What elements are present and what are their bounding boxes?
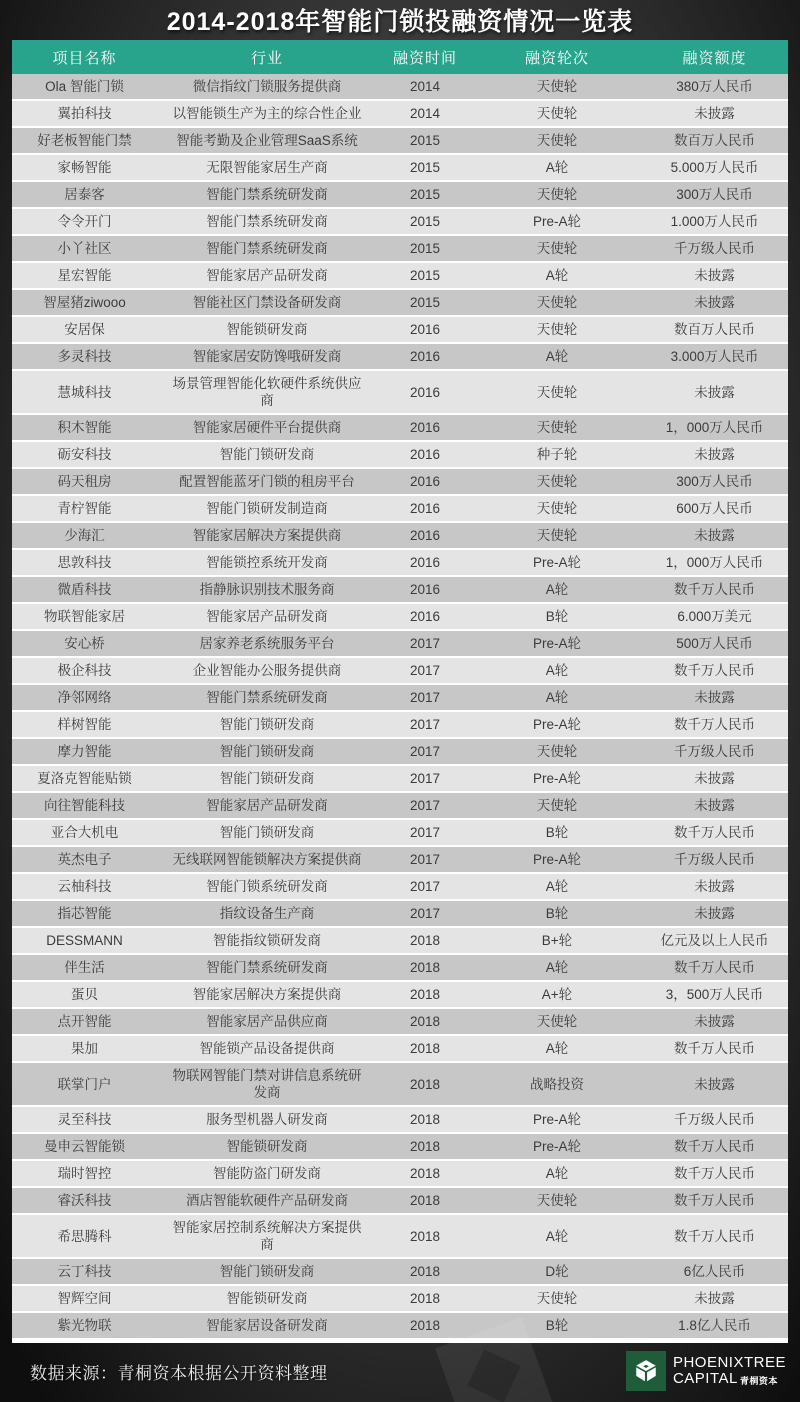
cell-financing-time: 2018: [377, 1187, 473, 1214]
cell-project-name: 家畅智能: [12, 154, 157, 181]
cell-project-name: 小丫社区: [12, 235, 157, 262]
cell-financing-time: 2018: [377, 1285, 473, 1312]
cell-financing-time: 2016: [377, 495, 473, 522]
cell-financing-time: 2018: [377, 981, 473, 1008]
table-row: [12, 74, 788, 100]
cell-financing-amount: 500万人民币: [641, 630, 788, 657]
cell-project-name: 净邻网络: [12, 684, 157, 711]
title-bar: [0, 0, 800, 40]
cell-financing-time: 2014: [377, 74, 473, 100]
cell-financing-round: A轮: [473, 262, 641, 289]
cell-project-name: 居泰客: [12, 181, 157, 208]
cell-financing-time: 2016: [377, 522, 473, 549]
cell-industry: 智能门禁系统研发商: [157, 181, 377, 208]
cell-financing-round: Pre-A轮: [473, 1133, 641, 1160]
cell-financing-round: A轮: [473, 343, 641, 370]
cell-industry: 智能指纹锁研发商: [157, 927, 377, 954]
cell-industry: 智能门锁研发商: [157, 441, 377, 468]
page-title: 2014-2018年智能门锁投融资情况一览表: [166, 8, 634, 36]
cell-financing-round: 天使轮: [473, 468, 641, 495]
cell-project-name: 码天租房: [12, 468, 157, 495]
cell-industry: 智能门锁研发商: [157, 738, 377, 765]
cell-financing-amount: 1，000万人民币: [641, 549, 788, 576]
cell-financing-time: 2016: [377, 370, 473, 414]
financing-table-container: [12, 40, 788, 1343]
cell-project-name: 星宏智能: [12, 262, 157, 289]
cell-financing-round: 战略投资: [473, 1062, 641, 1106]
cell-financing-round: B轮: [473, 900, 641, 927]
cell-financing-round: 天使轮: [473, 1187, 641, 1214]
table-row: [12, 765, 788, 792]
cell-financing-round: 天使轮: [473, 495, 641, 522]
table-row: [12, 576, 788, 603]
cell-financing-time: 2017: [377, 630, 473, 657]
cell-industry: 智能家居产品研发商: [157, 262, 377, 289]
cell-financing-round: Pre-A轮: [473, 549, 641, 576]
cell-financing-time: 2018: [377, 1106, 473, 1133]
cell-project-name: 英杰电子: [12, 846, 157, 873]
cell-financing-round: A轮: [473, 873, 641, 900]
cell-industry: 服务型机器人研发商: [157, 1106, 377, 1133]
cell-financing-amount: 未披露: [641, 441, 788, 468]
cell-financing-amount: 数千万人民币: [641, 1035, 788, 1062]
cell-financing-round: Pre-A轮: [473, 765, 641, 792]
cell-financing-amount: 1.000万人民币: [641, 208, 788, 235]
cell-industry: 智能家居解决方案提供商: [157, 522, 377, 549]
cell-financing-time: 2018: [377, 1133, 473, 1160]
cell-project-name: 智屋猪ziwooo: [12, 289, 157, 316]
cell-financing-time: 2015: [377, 127, 473, 154]
cell-financing-amount: 未披露: [641, 873, 788, 900]
table-row: [12, 738, 788, 765]
cell-industry: 无限智能家居生产商: [157, 154, 377, 181]
cell-industry: 智能家居产品研发商: [157, 792, 377, 819]
cell-financing-amount: 数千万人民币: [641, 1187, 788, 1214]
cell-financing-amount: 未披露: [641, 792, 788, 819]
cell-financing-round: Pre-A轮: [473, 711, 641, 738]
cell-industry: 智能防盗门研发商: [157, 1160, 377, 1187]
table-row: [12, 549, 788, 576]
cell-financing-time: 2016: [377, 441, 473, 468]
cell-industry: 智能社区门禁设备研发商: [157, 289, 377, 316]
cell-financing-amount: 6亿人民币: [641, 1258, 788, 1285]
table-row: [12, 981, 788, 1008]
cell-project-name: 样树智能: [12, 711, 157, 738]
cell-project-name: 少海汇: [12, 522, 157, 549]
cell-financing-time: 2018: [377, 1035, 473, 1062]
cell-project-name: 青柠智能: [12, 495, 157, 522]
table-row: [12, 343, 788, 370]
cell-financing-amount: 千万级人民币: [641, 846, 788, 873]
cell-project-name: 睿沃科技: [12, 1187, 157, 1214]
cell-project-name: 微盾科技: [12, 576, 157, 603]
cell-project-name: Ola 智能门锁: [12, 74, 157, 100]
cell-financing-time: 2017: [377, 792, 473, 819]
cell-project-name: 联掌门户: [12, 1062, 157, 1106]
cell-financing-time: 2017: [377, 819, 473, 846]
cell-project-name: 积木智能: [12, 414, 157, 441]
table-row: [12, 127, 788, 154]
cell-financing-time: 2017: [377, 684, 473, 711]
cell-financing-time: 2017: [377, 873, 473, 900]
cell-project-name: 灵至科技: [12, 1106, 157, 1133]
cell-financing-amount: 千万级人民币: [641, 738, 788, 765]
cell-project-name: DESSMANN: [12, 927, 157, 954]
cell-project-name: 瑞时智控: [12, 1160, 157, 1187]
table-row: [12, 441, 788, 468]
column-header: 行业: [157, 40, 377, 74]
cell-financing-amount: 数千万人民币: [641, 954, 788, 981]
cell-industry: 物联网智能门禁对讲信息系统研发商: [157, 1062, 377, 1106]
table-row: [12, 414, 788, 441]
cell-financing-time: 2018: [377, 927, 473, 954]
cell-industry: 场景管理智能化软硬件系统供应商: [157, 370, 377, 414]
cell-financing-amount: 数百万人民币: [641, 127, 788, 154]
cell-project-name: 伴生活: [12, 954, 157, 981]
cell-financing-amount: 未披露: [641, 684, 788, 711]
cell-project-name: 紫光物联: [12, 1312, 157, 1339]
cell-industry: 智能家居解决方案提供商: [157, 981, 377, 1008]
cell-financing-amount: 3，500万人民币: [641, 981, 788, 1008]
cell-financing-time: 2016: [377, 549, 473, 576]
logo-line2: [673, 1371, 786, 1388]
cell-financing-round: A轮: [473, 576, 641, 603]
table-row: [12, 495, 788, 522]
table-row: [12, 1258, 788, 1285]
cell-project-name: 令令开门: [12, 208, 157, 235]
table-row: [12, 873, 788, 900]
cell-industry: 智能门禁系统研发商: [157, 684, 377, 711]
cell-financing-amount: 3.000万人民币: [641, 343, 788, 370]
cell-financing-round: Pre-A轮: [473, 208, 641, 235]
table-header: [12, 40, 788, 74]
table-row: [12, 684, 788, 711]
table-body: [12, 74, 788, 1339]
table-row: [12, 846, 788, 873]
table-row: [12, 792, 788, 819]
cell-financing-round: A轮: [473, 684, 641, 711]
cell-project-name: 云柚科技: [12, 873, 157, 900]
cell-financing-time: 2016: [377, 576, 473, 603]
table-row: [12, 522, 788, 549]
logo-cn-label: 青桐资本: [739, 1375, 778, 1386]
phoenixtree-logo: [626, 1351, 786, 1391]
cell-financing-time: 2015: [377, 262, 473, 289]
cell-financing-amount: 千万级人民币: [641, 235, 788, 262]
cell-industry: 智能门锁研发制造商: [157, 495, 377, 522]
cell-project-name: 安居保: [12, 316, 157, 343]
cell-financing-time: 2017: [377, 738, 473, 765]
table-row: [12, 900, 788, 927]
cell-financing-round: 天使轮: [473, 289, 641, 316]
table-row: [12, 289, 788, 316]
cell-financing-amount: 数千万人民币: [641, 1133, 788, 1160]
logo-line2-main: CAPITAL: [672, 1370, 738, 1387]
cell-financing-time: 2015: [377, 235, 473, 262]
cell-financing-round: B轮: [473, 1312, 641, 1339]
cell-project-name: 夏洛克智能贴锁: [12, 765, 157, 792]
cell-financing-round: Pre-A轮: [473, 846, 641, 873]
cell-financing-time: 2017: [377, 711, 473, 738]
table-row: [12, 954, 788, 981]
table-row: [12, 1214, 788, 1258]
cell-financing-amount: 千万级人民币: [641, 1106, 788, 1133]
table-row: [12, 235, 788, 262]
cell-project-name: 极企科技: [12, 657, 157, 684]
cell-project-name: 曼申云智能锁: [12, 1133, 157, 1160]
logo-line1: PHOENIXTREE: [672, 1353, 786, 1371]
cell-financing-amount: 未披露: [641, 765, 788, 792]
cell-financing-time: 2016: [377, 468, 473, 495]
cell-financing-time: 2018: [377, 1214, 473, 1258]
cell-financing-round: A轮: [473, 154, 641, 181]
cell-financing-amount: 未披露: [641, 1062, 788, 1106]
cell-industry: 智能家居产品供应商: [157, 1008, 377, 1035]
footer: [0, 1344, 800, 1402]
cell-financing-round: 天使轮: [473, 792, 641, 819]
cell-financing-amount: 数千万人民币: [641, 576, 788, 603]
cell-financing-amount: 300万人民币: [641, 181, 788, 208]
column-header: 融资额度: [641, 40, 788, 74]
cell-financing-time: 2018: [377, 1160, 473, 1187]
cell-financing-round: 天使轮: [473, 235, 641, 262]
cell-project-name: 好老板智能门禁: [12, 127, 157, 154]
cell-industry: 居家养老系统服务平台: [157, 630, 377, 657]
table-row: [12, 100, 788, 127]
cell-financing-round: B+轮: [473, 927, 641, 954]
cell-project-name: 果加: [12, 1035, 157, 1062]
table-row: [12, 181, 788, 208]
table-row: [12, 1008, 788, 1035]
cell-financing-amount: 数千万人民币: [641, 1160, 788, 1187]
cell-financing-time: 2017: [377, 765, 473, 792]
cell-financing-amount: 300万人民币: [641, 468, 788, 495]
cell-financing-round: 天使轮: [473, 316, 641, 343]
cube-logo-icon: [626, 1351, 666, 1391]
cell-financing-amount: 380万人民币: [641, 74, 788, 100]
cell-project-name: 智辉空间: [12, 1285, 157, 1312]
cell-industry: 智能门锁研发商: [157, 711, 377, 738]
cell-financing-time: 2018: [377, 1258, 473, 1285]
cell-financing-time: 2017: [377, 846, 473, 873]
cell-financing-amount: 未披露: [641, 100, 788, 127]
table-row: [12, 657, 788, 684]
cell-industry: 智能锁研发商: [157, 1133, 377, 1160]
cell-financing-amount: 未披露: [641, 900, 788, 927]
cell-project-name: 点开智能: [12, 1008, 157, 1035]
cell-industry: 以智能锁生产为主的综合性企业: [157, 100, 377, 127]
cell-project-name: 向往智能科技: [12, 792, 157, 819]
cell-industry: 智能锁研发商: [157, 316, 377, 343]
cell-industry: 智能门禁系统研发商: [157, 208, 377, 235]
financing-table: [12, 40, 788, 1340]
cell-financing-round: B轮: [473, 819, 641, 846]
cell-industry: 酒店智能软硬件产品研发商: [157, 1187, 377, 1214]
cell-project-name: 希思腾科: [12, 1214, 157, 1258]
cell-project-name: 翼拍科技: [12, 100, 157, 127]
cell-industry: 智能考勤及企业管理SaaS系统: [157, 127, 377, 154]
cell-financing-round: 天使轮: [473, 100, 641, 127]
cell-industry: 智能门锁研发商: [157, 1258, 377, 1285]
cell-financing-amount: 1.8亿人民币: [641, 1312, 788, 1339]
cell-financing-round: 天使轮: [473, 1285, 641, 1312]
table-row: [12, 1035, 788, 1062]
cell-financing-amount: 未披露: [641, 262, 788, 289]
cell-project-name: 云丁科技: [12, 1258, 157, 1285]
cell-industry: 智能门禁系统研发商: [157, 235, 377, 262]
table-row: [12, 603, 788, 630]
cell-financing-time: 2015: [377, 181, 473, 208]
cell-industry: 智能门禁系统研发商: [157, 954, 377, 981]
cell-financing-amount: 未披露: [641, 289, 788, 316]
cell-financing-amount: 5.000万人民币: [641, 154, 788, 181]
cell-financing-time: 2018: [377, 1008, 473, 1035]
table-row: [12, 370, 788, 414]
column-header: 项目名称: [12, 40, 157, 74]
column-header: 融资时间: [377, 40, 473, 74]
cell-financing-round: A轮: [473, 954, 641, 981]
cell-financing-time: 2015: [377, 154, 473, 181]
cell-industry: 智能家居产品研发商: [157, 603, 377, 630]
cell-financing-time: 2018: [377, 954, 473, 981]
table-row: [12, 262, 788, 289]
cell-financing-round: 天使轮: [473, 181, 641, 208]
table-row: [12, 630, 788, 657]
table-row: [12, 316, 788, 343]
cell-financing-round: 天使轮: [473, 522, 641, 549]
cell-financing-time: 2016: [377, 316, 473, 343]
cell-industry: 智能锁控系统开发商: [157, 549, 377, 576]
cell-financing-time: 2015: [377, 208, 473, 235]
cell-financing-amount: 亿元及以上人民币: [641, 927, 788, 954]
cell-project-name: 指芯智能: [12, 900, 157, 927]
cell-financing-amount: 未披露: [641, 1008, 788, 1035]
cell-financing-round: B轮: [473, 603, 641, 630]
cell-project-name: 安心桥: [12, 630, 157, 657]
cell-financing-time: 2018: [377, 1062, 473, 1106]
cell-industry: 智能锁研发商: [157, 1285, 377, 1312]
cell-project-name: 蛋贝: [12, 981, 157, 1008]
cell-financing-amount: 数千万人民币: [641, 1214, 788, 1258]
table-row: [12, 819, 788, 846]
cell-industry: 智能家居设备研发商: [157, 1312, 377, 1339]
cell-financing-amount: 未披露: [641, 370, 788, 414]
cell-financing-round: A+轮: [473, 981, 641, 1008]
cell-financing-round: A轮: [473, 657, 641, 684]
cell-financing-round: A轮: [473, 1035, 641, 1062]
table-row: [12, 208, 788, 235]
table-row: [12, 927, 788, 954]
cell-financing-round: 天使轮: [473, 127, 641, 154]
table-row: [12, 1133, 788, 1160]
cell-financing-time: 2018: [377, 1312, 473, 1339]
logo-text: [673, 1355, 786, 1388]
table-row: [12, 1106, 788, 1133]
cell-project-name: 亚合大机电: [12, 819, 157, 846]
cell-financing-round: Pre-A轮: [473, 1106, 641, 1133]
cell-financing-amount: 6.000万美元: [641, 603, 788, 630]
cell-financing-amount: 未披露: [641, 1285, 788, 1312]
cell-financing-time: 2014: [377, 100, 473, 127]
cell-financing-round: 天使轮: [473, 74, 641, 100]
cell-industry: 微信指纹门锁服务提供商: [157, 74, 377, 100]
cell-project-name: 思敦科技: [12, 549, 157, 576]
cell-financing-round: 种子轮: [473, 441, 641, 468]
data-source-text: 数据来源：青桐资本根据公开资料整理: [30, 1363, 328, 1383]
cell-industry: 智能家居控制系统解决方案提供商: [157, 1214, 377, 1258]
table-row: [12, 1062, 788, 1106]
cell-financing-amount: 1，000万人民币: [641, 414, 788, 441]
cell-project-name: 物联智能家居: [12, 603, 157, 630]
cell-financing-time: 2016: [377, 343, 473, 370]
column-header: 融资轮次: [473, 40, 641, 74]
table-row: [12, 1285, 788, 1312]
table-row: [12, 711, 788, 738]
cell-financing-time: 2016: [377, 414, 473, 441]
cell-financing-time: 2016: [377, 603, 473, 630]
cell-financing-amount: 数千万人民币: [641, 711, 788, 738]
cell-industry: 智能家居安防馋哦研发商: [157, 343, 377, 370]
cell-financing-amount: 数千万人民币: [641, 819, 788, 846]
table-row: [12, 154, 788, 181]
table-row: [12, 1312, 788, 1339]
cell-project-name: 多灵科技: [12, 343, 157, 370]
cell-financing-round: A轮: [473, 1214, 641, 1258]
cell-industry: 智能门锁研发商: [157, 819, 377, 846]
cell-financing-round: 天使轮: [473, 738, 641, 765]
table-header-row: [12, 40, 788, 74]
cell-project-name: 慧城科技: [12, 370, 157, 414]
cell-industry: 指静脉识别技术服务商: [157, 576, 377, 603]
cell-project-name: 摩力智能: [12, 738, 157, 765]
cell-financing-amount: 未披露: [641, 522, 788, 549]
cell-financing-amount: 数千万人民币: [641, 657, 788, 684]
cell-industry: 企业智能办公服务提供商: [157, 657, 377, 684]
table-row: [12, 1160, 788, 1187]
cell-financing-round: Pre-A轮: [473, 630, 641, 657]
cell-financing-round: 天使轮: [473, 414, 641, 441]
cell-financing-time: 2015: [377, 289, 473, 316]
cell-financing-time: 2017: [377, 900, 473, 927]
cell-financing-round: D轮: [473, 1258, 641, 1285]
cell-financing-amount: 600万人民币: [641, 495, 788, 522]
table-row: [12, 468, 788, 495]
cell-industry: 无线联网智能锁解决方案提供商: [157, 846, 377, 873]
cell-financing-round: 天使轮: [473, 370, 641, 414]
cell-financing-time: 2017: [377, 657, 473, 684]
table-row: [12, 1187, 788, 1214]
cell-industry: 智能门锁系统研发商: [157, 873, 377, 900]
cell-industry: 智能门锁研发商: [157, 765, 377, 792]
cell-industry: 配置智能蓝牙门锁的租房平台: [157, 468, 377, 495]
cell-project-name: 砺安科技: [12, 441, 157, 468]
cell-industry: 智能家居硬件平台提供商: [157, 414, 377, 441]
cell-industry: 指纹设备生产商: [157, 900, 377, 927]
cell-financing-round: A轮: [473, 1160, 641, 1187]
cell-industry: 智能锁产品设备提供商: [157, 1035, 377, 1062]
cell-financing-round: 天使轮: [473, 1008, 641, 1035]
cell-financing-amount: 数百万人民币: [641, 316, 788, 343]
